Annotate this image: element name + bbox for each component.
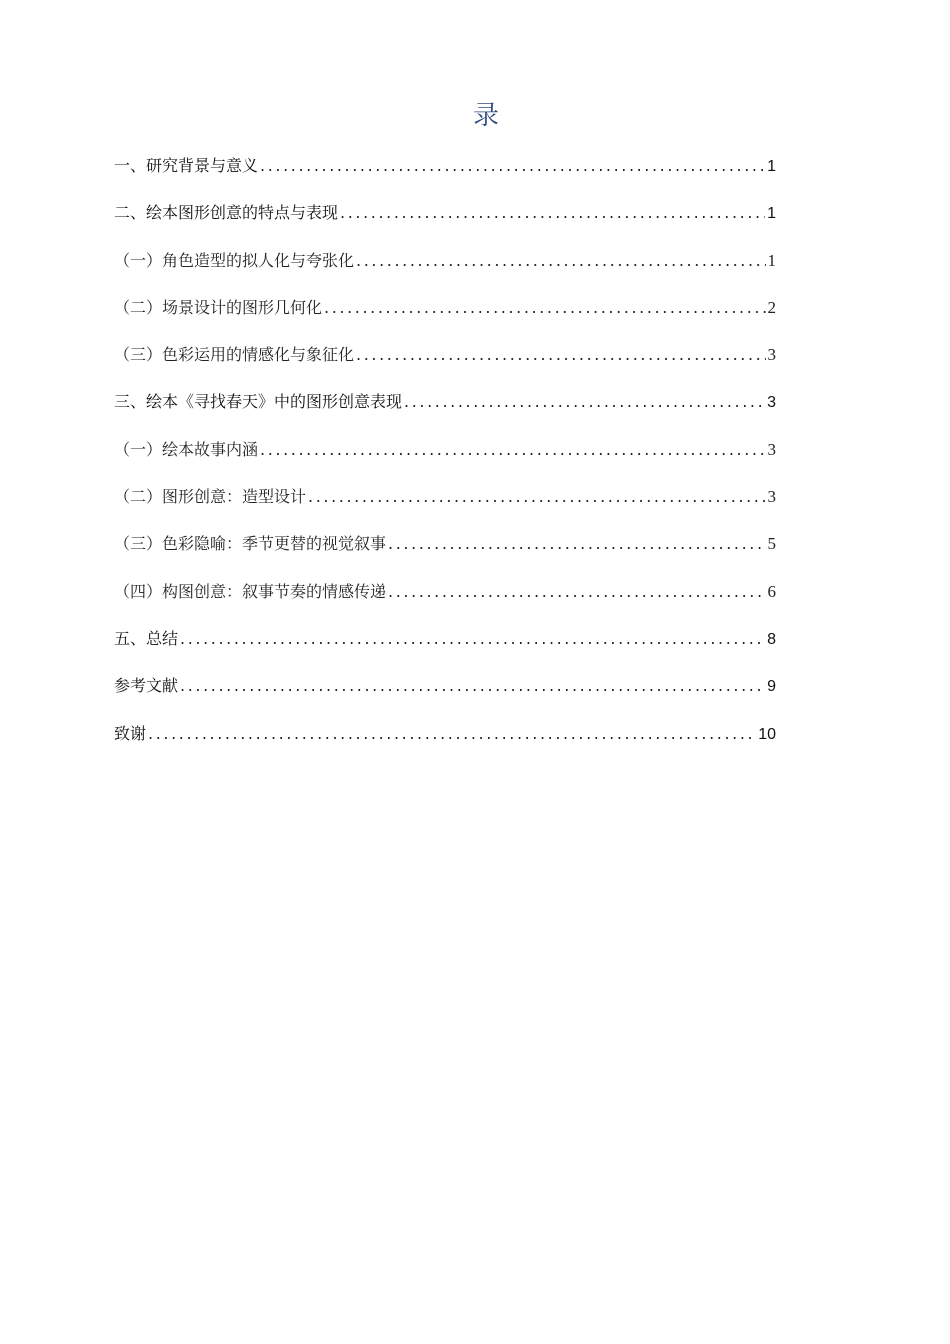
toc-list (114, 146, 776, 761)
toc-entry[interactable] (114, 288, 776, 335)
toc-entry-page: 1 (767, 158, 776, 175)
toc-entry-label: （一）角色造型的拟人化与夸张化 (114, 250, 355, 270)
toc-entry[interactable] (114, 477, 776, 524)
toc-entry-page: 3 (767, 345, 776, 365)
toc-entry-label: 二、绘本图形创意的特点与表现 (114, 203, 339, 223)
toc-entry-page: 1 (767, 250, 776, 270)
toc-entry[interactable] (114, 193, 776, 240)
toc-entry[interactable] (114, 572, 776, 619)
toc-dot-leader (388, 572, 765, 612)
toc-entry-label: （三）色彩运用的情感化与象征化 (114, 345, 355, 365)
toc-dot-leader (356, 241, 765, 281)
toc-entry[interactable] (114, 382, 776, 429)
toc-dot-leader (340, 193, 765, 233)
toc-entry-label: （四）构图创意：叙事节奏的情感传递 (114, 581, 387, 601)
toc-entry-label: 一、研究背景与意义 (114, 156, 259, 175)
toc-entry-page: 1 (767, 205, 776, 223)
toc-entry-page: 6 (767, 581, 776, 601)
toc-entry-label: （三）色彩隐喻：季节更替的视觉叙事 (114, 534, 387, 554)
toc-entry-label: 致谢 (114, 723, 147, 743)
toc-entry-label: （二）图形创意：造型设计 (114, 487, 307, 507)
toc-entry[interactable] (114, 241, 776, 288)
toc-entry-label: （二）场景设计的图形几何化 (114, 297, 323, 317)
toc-dot-leader (148, 714, 756, 754)
toc-entry[interactable] (114, 430, 776, 477)
toc-entry-page: 2 (767, 297, 776, 317)
toc-entry-page: 3 (767, 487, 776, 507)
toc-dot-leader (308, 477, 765, 517)
toc-entry-label: （一）绘本故事内涵 (114, 439, 259, 459)
toc-entry[interactable] (114, 619, 776, 666)
toc-dot-leader (180, 666, 765, 706)
toc-dot-leader (356, 335, 765, 375)
toc-entry[interactable] (114, 666, 776, 713)
toc-entry-label: 三、绘本《寻找春天》中的图形创意表现 (114, 392, 403, 412)
toc-entry-page: 3 (767, 394, 776, 412)
toc-entry[interactable] (114, 335, 776, 382)
toc-entry-page: 9 (767, 678, 776, 696)
toc-dot-leader (324, 288, 765, 328)
toc-dot-leader (388, 524, 765, 564)
toc-dot-leader (260, 430, 765, 470)
toc-entry-page: 10 (758, 725, 776, 743)
toc-entry-page: 5 (767, 534, 776, 554)
toc-title: 录 (472, 101, 499, 131)
toc-dot-leader (404, 382, 765, 422)
toc-entry[interactable] (114, 146, 776, 193)
toc-entry-label: 五、总结 (114, 628, 179, 648)
toc-entry[interactable] (114, 714, 776, 761)
toc-dot-leader (180, 619, 765, 659)
toc-entry[interactable] (114, 524, 776, 571)
toc-entry-page: 8 (767, 630, 776, 648)
toc-entry-label: 参考文献 (114, 676, 179, 696)
toc-dot-leader (260, 146, 765, 186)
toc-entry-page: 3 (767, 439, 776, 459)
